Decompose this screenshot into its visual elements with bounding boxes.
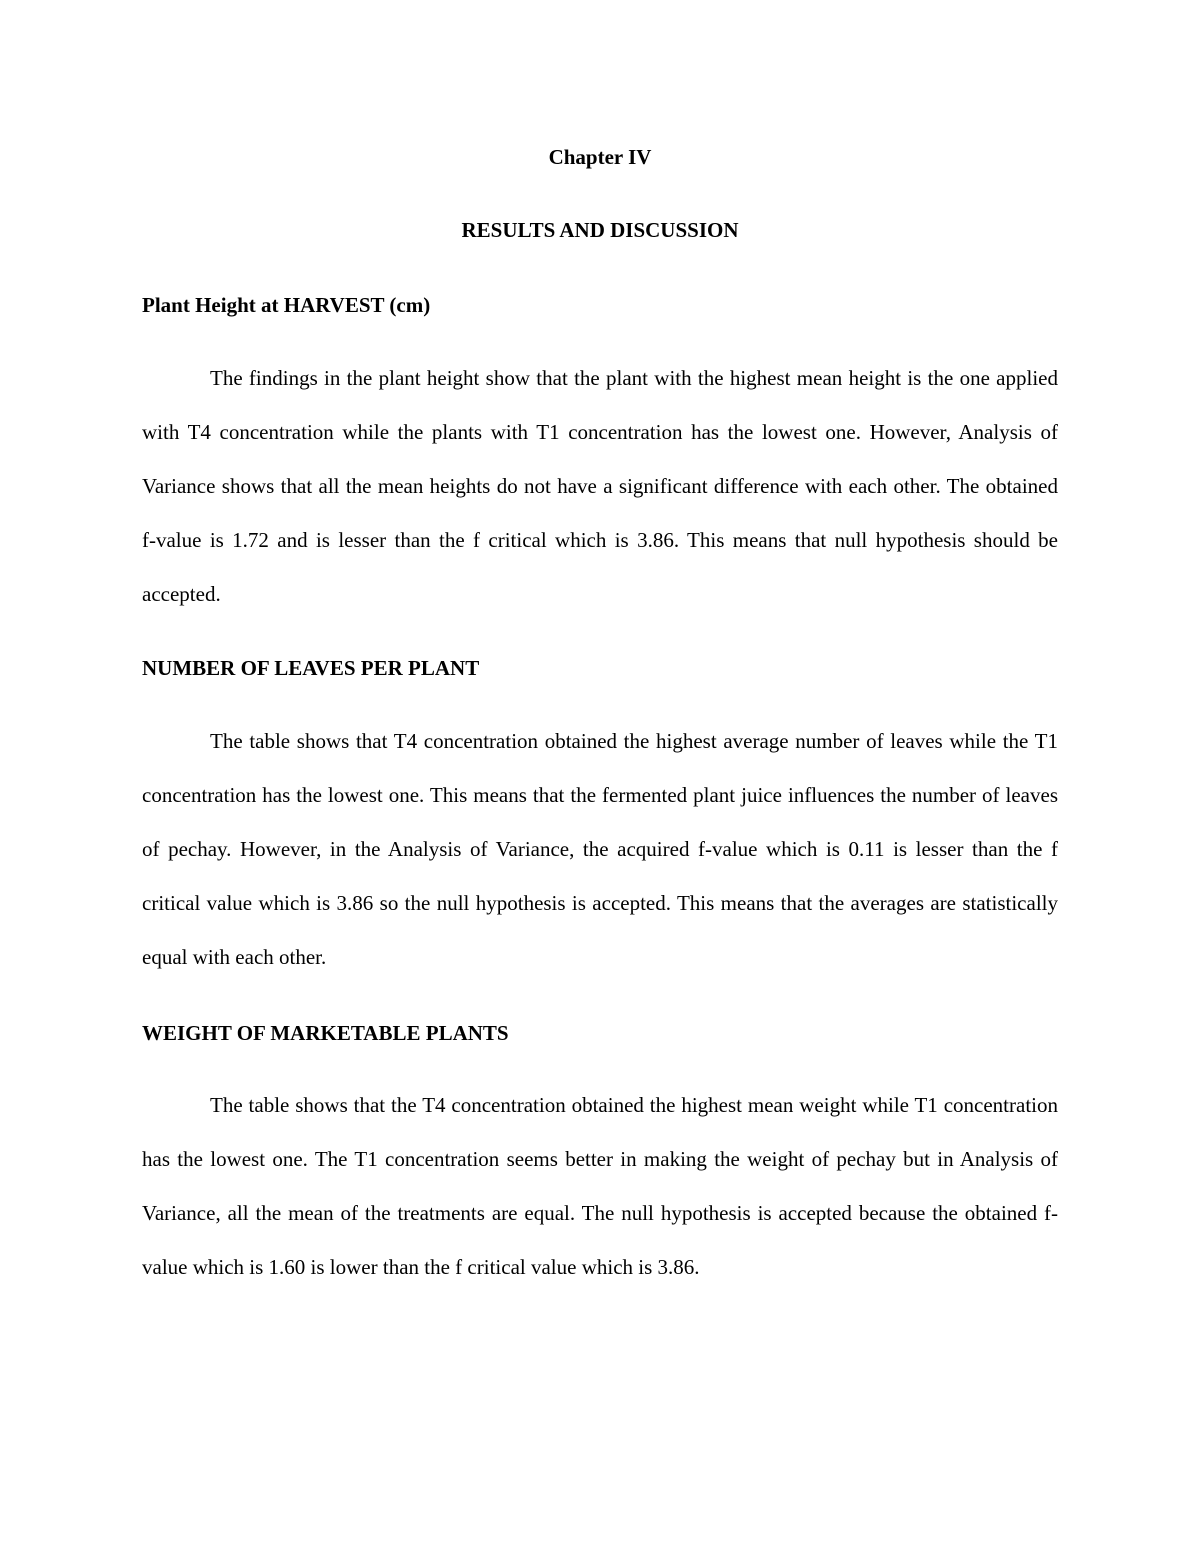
- document-page: [142, 0, 1058, 1553]
- chapter-title: RESULTS AND DISCUSSION: [461, 218, 739, 242]
- section-heading-number-of-leaves: NUMBER OF LEAVES PER PLANT: [142, 656, 480, 680]
- section-paragraph-weight: The table shows that the T4 concentration obtained the highest mean weight while T1 concentration has the lowest one. The T1 concentration seems better in making the weight of pechay but in Analysis of Variance, all the mean of the treatments are equal. The null hypothesis is accepted because the obtained f-value which is 1.60 is lower than the f critical value which is 3.86.: [142, 1093, 1058, 1279]
- section-paragraph-number-of-leaves: The table shows that T4 concentration obtained the highest average number of leaves while the T1 concentration has the lowest one. This means that the fermented plant juice influences the number of leaves of pechay. However, in the Analysis of Variance, the acquired f-value which is 0.11 is lesser than the f critical value which is 3.86 so the null hypothesis is accepted. This means that the averages are statistically equal with each other.: [142, 729, 1058, 969]
- section-heading-plant-height: Plant Height at HARVEST (cm): [142, 293, 431, 317]
- section-paragraph-plant-height: The findings in the plant height show that the plant with the highest mean height is the one applied with T4 concentration while the plants with T1 concentration has the lowest one. However, Analysis of Variance shows that all the mean heights do not have a significant difference with each other. The obtained f-value is 1.72 and is lesser than the f critical which is 3.86. This means that null hypothesis should be accepted.: [142, 366, 1058, 606]
- section-heading-weight: WEIGHT OF MARKETABLE PLANTS: [142, 1021, 509, 1045]
- chapter-label: Chapter IV: [548, 145, 652, 169]
